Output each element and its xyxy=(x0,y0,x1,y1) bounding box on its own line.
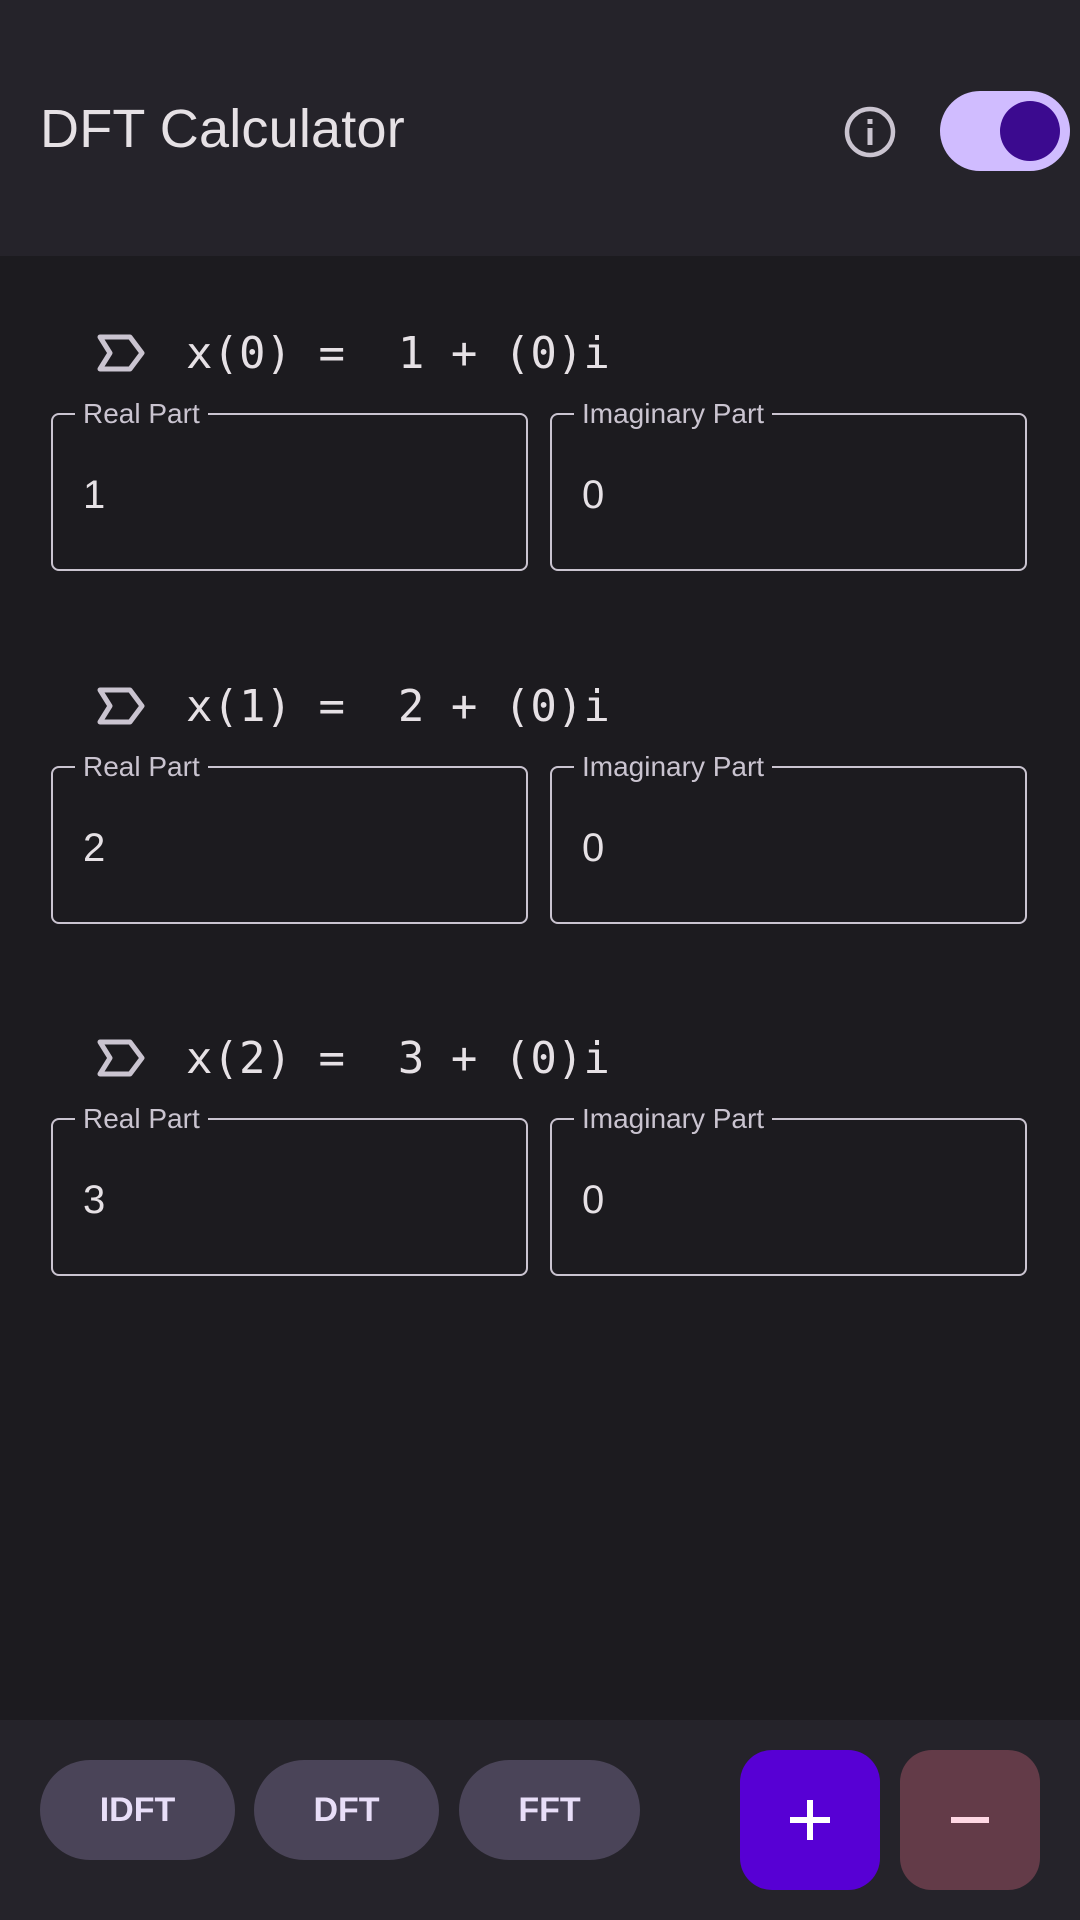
info-button[interactable] xyxy=(842,104,898,160)
sigma-icon xyxy=(96,686,146,726)
imaginary-part-field[interactable] xyxy=(550,398,1027,571)
minus-icon xyxy=(948,1798,992,1842)
real-part-value[interactable]: 1 xyxy=(83,473,106,517)
real-part-value[interactable]: 3 xyxy=(83,1178,106,1222)
sample-entry-2 xyxy=(0,1028,1080,1328)
top-app-bar xyxy=(0,0,1080,256)
idft-button[interactable]: IDFT xyxy=(40,1760,235,1860)
imaginary-part-value[interactable]: 0 xyxy=(582,826,605,870)
entry-header xyxy=(96,1028,610,1088)
dft-button[interactable]: DFT xyxy=(254,1760,439,1860)
fft-button[interactable]: FFT xyxy=(459,1760,640,1860)
real-part-value[interactable]: 2 xyxy=(83,826,106,870)
sample-entry-0 xyxy=(0,323,1080,623)
imaginary-part-value[interactable]: 0 xyxy=(582,473,605,517)
plus-icon xyxy=(788,1798,832,1842)
theme-toggle-switch[interactable] xyxy=(940,91,1070,171)
entry-equation: x(1) = 2 + (0)i xyxy=(186,680,610,732)
sample-entry-1 xyxy=(0,676,1080,976)
entry-equation: x(0) = 1 + (0)i xyxy=(186,327,610,379)
imaginary-part-field[interactable] xyxy=(550,751,1027,924)
bottom-action-bar xyxy=(0,1720,1080,1920)
toggle-thumb xyxy=(1000,101,1060,161)
imaginary-part-value[interactable]: 0 xyxy=(582,1178,605,1222)
entry-header xyxy=(96,323,610,383)
add-sample-button[interactable] xyxy=(740,1750,880,1890)
imaginary-part-label: Imaginary Part xyxy=(574,1103,772,1135)
imaginary-part-label: Imaginary Part xyxy=(574,398,772,430)
real-part-field[interactable] xyxy=(51,1103,528,1276)
imaginary-part-label: Imaginary Part xyxy=(574,751,772,783)
app-title: DFT Calculator xyxy=(40,99,405,159)
imaginary-part-field[interactable] xyxy=(550,1103,1027,1276)
sigma-icon xyxy=(96,333,146,373)
real-part-label: Real Part xyxy=(75,1103,208,1135)
entry-header xyxy=(96,676,610,736)
sigma-icon xyxy=(96,1038,146,1078)
remove-sample-button[interactable] xyxy=(900,1750,1040,1890)
info-icon xyxy=(842,104,898,160)
real-part-field[interactable] xyxy=(51,751,528,924)
real-part-field[interactable] xyxy=(51,398,528,571)
real-part-label: Real Part xyxy=(75,751,208,783)
real-part-label: Real Part xyxy=(75,398,208,430)
entry-equation: x(2) = 3 + (0)i xyxy=(186,1032,610,1084)
